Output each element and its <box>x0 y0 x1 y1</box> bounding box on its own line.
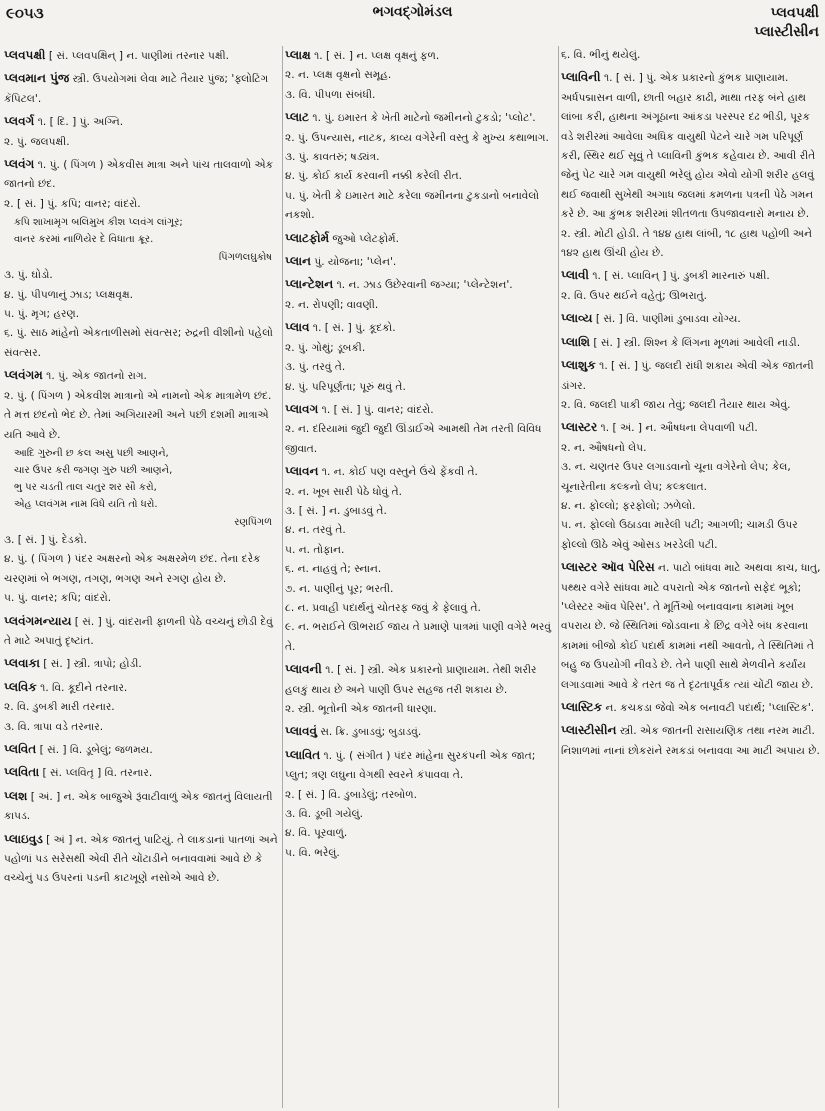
sense-text: ૩. ન. ચણતર ઉપર લગાડવાનો ચૂના વગેરેનો લેપ; કેલ, ચૂનારેતીના કલ્કનો લેપ; કલ્કલાત. <box>561 461 791 493</box>
sense-text: ૪. પું. કોઈ કાર્ય કરવાની નક્કી કરેલી રીત. <box>285 170 463 183</box>
entry-sense <box>4 763 278 783</box>
verse-line: ભુ પર ચડતી તાલ ચતુર શર સૌ કરો, <box>14 481 157 493</box>
entry-sense <box>561 309 825 329</box>
entry-sense <box>285 420 557 459</box>
sense-text: [ સં. ] વિ. પાણીમાં ડુબાડવા યોગ્ય. <box>595 313 741 326</box>
entry-sense: ૩. [ સં. ] પું. દેડકો. <box>4 533 87 546</box>
dictionary-entry <box>4 69 278 109</box>
dictionary-entry <box>561 68 825 263</box>
entry-sense <box>561 721 825 761</box>
sense-text: ન. પાટો બાંધવા માટે અથવા કાચ, ધાતુ, પથ્થર વગેરે સાંધવા માટે વપરાતો એક જાતનો સફેદ ભૂકો; 'પ્લેસ્ટર ઑવ પેરિસ'. તે મૂર્તિઓ બનાવવાના કામમાં ખૂબ વપરાય છે. જે સ્થિતિમાં જોડવાના કે છિદ્ર વગેરે બંધ કરવાના કામમાં બીજો કોઈ પદાર્થ કામમાં નથી આવતો, તે સ્થિતિમાં તે બહુ જ ઉપયોગી નીવડે છે. તેને પાણી સાથે મેળવીને કર્યાંય લગાડવામાં આવે કે તરત જ તે દૃઢતાપૂર્વક ત્યાં ચોંટી જાય છે. <box>561 562 821 691</box>
headword: પ્લવિક <box>4 679 37 694</box>
entry-sense <box>561 266 825 286</box>
dictionary-entry <box>4 366 278 608</box>
headword: પ્લાવ <box>285 320 310 335</box>
entry-sense <box>285 844 557 863</box>
entry-sense <box>285 229 557 249</box>
headword: પ્લાસ્ટર ઑવ પેરિસ <box>561 560 655 575</box>
entry-sense <box>561 497 825 516</box>
dictionary-entry <box>561 266 825 306</box>
entry-sense <box>285 400 557 420</box>
sense-text: ૩. [ સં. ] ન. ડુબાડવું તે. <box>285 504 387 517</box>
headword: પ્લાવગ <box>285 401 319 416</box>
headword: પ્લાશુક <box>561 358 596 373</box>
verse-line: ચાર ઉપર કરી જગણ ગુરુ પછી આણને, <box>14 464 173 476</box>
sense-text: [ સં. ] સ્ત્રી. શિશ્ન કે લિંગના મૂળમાં આવેલી નાડી. <box>593 336 801 349</box>
sense-text: ૫. પું. ખેતી કે ઇમારત માટે કરેલા જમીનના ટુકડાનો બનાવેલો નકશો. <box>285 189 540 222</box>
sense-text: ૨. સ્ત્રી. ભૂતોની એક જાતની ધારણા. <box>285 703 437 715</box>
entry-sense <box>4 387 278 445</box>
entry-sense <box>285 599 557 618</box>
dictionary-entry <box>285 252 557 272</box>
sense-text: ૨. ન. રોપણી; વાવણી. <box>285 298 379 311</box>
dictionary-entry <box>285 46 557 105</box>
sense-text: સ. ક્રિ. ડુબાડવું; બુડાડવું. <box>320 726 422 739</box>
headword: પ્લવમાન પુંજ <box>4 71 70 86</box>
entry-sense <box>285 660 557 700</box>
sense-text: ૨. પું. જલપક્ષી. <box>4 135 70 148</box>
sense-text: ૫. ન. તોફાન. <box>285 543 345 556</box>
entry-sense <box>285 339 557 358</box>
citation-source: પિંગળલઘુકોષ <box>218 252 272 264</box>
headword: પ્લાસ્ટિક <box>561 700 603 714</box>
sense-text: ૨. સ્ત્રી. મોટી હોડી. તે ૧૪૪ હાથ લાંબી, ૧૮ હાથ પહોળી અને ૧૪૨ હાથ ઊંચી હોય છે. <box>561 227 812 260</box>
sense-text: ૧. પું. એક જાતનો રાગ. <box>46 370 147 383</box>
sense-text: [ અં ] ન. એક જાતનું પાટિયું. તે લાકડાનાં પાતળાં અને પહોળાં પડ સરેસથી એવી રીતે ચોંટાડીને બનાવવામાં આવે છે કે વચ્ચેનું પડ ઉપરનાં પડની કાટખૂણે નસોએ આવે છે. <box>4 833 278 885</box>
sense-text: ૧. [ સં. ] પું. જલદી રાંધી શકાય એવી એક જાતની ડાંગર. <box>561 360 814 392</box>
entry-sense <box>285 824 557 843</box>
sense-text: ૪. વિ. પૂરવાળું. <box>285 827 348 840</box>
sense-text: ૨. ન. દરિયામાં જુદી જુદી ઊંડાઈએ આમથી તેમ તરતી વિવિધ જીવાત. <box>285 423 542 455</box>
sense-text: ન. કચકડા જેવો એક બનાવટી પદાર્થ; 'પ્લાસ્ટિક'. <box>605 702 815 714</box>
entry-sense <box>285 502 557 521</box>
entry-sense <box>561 287 825 306</box>
entry-sense <box>4 698 278 717</box>
sense-text: ૨. વિ. જલદી પાકી જાય તેવું; જલદી તૈયાર થાય એવું. <box>561 398 791 411</box>
entry-sense <box>4 133 278 152</box>
entry-sense <box>285 786 557 805</box>
dictionary-entry <box>561 356 825 415</box>
dictionary-entry <box>285 400 557 459</box>
entry-sense <box>4 112 278 132</box>
entry-sense <box>285 378 557 397</box>
dictionary-title: ભગવદ્ગોમંડલ <box>372 4 453 20</box>
entry-sense <box>4 654 278 674</box>
quoted-verse <box>14 214 278 248</box>
entry-sense: ૫. પું. મૃગ; હરણ. <box>4 308 80 321</box>
sense-text: ૧. [ અં. ] ન. ઔષધના લેપવાળી પટી. <box>600 422 758 435</box>
dictionary-columns <box>4 46 822 1108</box>
dictionary-entry <box>4 763 278 783</box>
entry-sense <box>4 787 278 827</box>
entry-sense <box>561 698 825 718</box>
sense-text: ૯. ન. ભરાઈને ઊભરાઈ જાય તે પ્રમાણે પાત્રમાં પાણી વગેરે ભરવું તે. <box>285 621 552 653</box>
entry-sense <box>561 333 825 353</box>
entry-sense <box>561 516 825 555</box>
column-2 <box>282 46 557 1108</box>
entry-sense <box>285 275 557 295</box>
verse-line: કપિ શાખામૃગ બલિમુખ કીશ પ્લવંગ લાંગૂર; <box>14 217 183 229</box>
sense-text: જુઓ પ્લેટફોર્મ. <box>332 232 399 245</box>
sense-text: ૧. [ સં. પ્લાવિન્ ] પું. ડુબકી મારનારું પક્ષી. <box>592 270 770 283</box>
dictionary-entry <box>561 698 825 718</box>
headword: પ્લવંગ <box>4 157 35 172</box>
sense-text: ૧. ન. કોઈ પણ વસ્તુને ઉંચે ફેંકવી તે. <box>321 466 478 479</box>
entry-sense <box>561 46 825 65</box>
dictionary-entry <box>285 108 557 225</box>
sense-text: ૧. પું. ( સંગીત ) પંદર માંહેના સુરકંપની એક જાત; પ્લુત; ત્રણ લઘુના વેગથી સ્વરને કંપાવવા તે. <box>285 749 536 782</box>
entry-sense <box>285 560 557 579</box>
guide-words <box>754 4 819 42</box>
dictionary-entry <box>4 46 278 66</box>
dictionary-entry <box>561 558 825 695</box>
sense-text: ૭. ન. પાણીનું પૂર; ભરતી. <box>285 582 394 595</box>
dictionary-entry <box>285 660 557 719</box>
entry-sense <box>285 148 557 167</box>
sense-text: ૬. ન. નાહવું તે; સ્નાન. <box>285 563 382 576</box>
entry-sense <box>285 462 557 482</box>
sense-text: ૧. [ સં. ] સ્ત્રી. એક પ્રકારનો પ્રાણાયામ. તેથી શરીર હલકું થાય છે અને પાણી ઉપર સહજ તરી શકાય છે. <box>285 664 537 696</box>
headword: પ્લાવની <box>285 662 322 677</box>
guide-word-last: પ્લાસ્ટીસીન <box>754 24 819 40</box>
entry-sense <box>4 69 278 109</box>
headword: પ્લાન્ટેશન <box>285 277 334 292</box>
sense-text: ૩. વિ. ડૂબી ગયેલું. <box>285 808 364 821</box>
headword: પ્લાટ <box>285 110 310 125</box>
sense-text: ૧. પું. ( પિંગળ ) એકવીસ માત્રા અને પાંચ તાલવાળો એક જાતનો છંદ. <box>4 159 274 191</box>
column-3 <box>558 46 825 1108</box>
sense-text: [ સં. પ્લવિતૃ ] વિ. તરનાર. <box>42 767 153 780</box>
entry-sense <box>4 678 278 698</box>
sense-text: ૫. વિ. ભરેલું. <box>285 846 340 859</box>
entry-sense <box>561 418 825 438</box>
entry-sense <box>4 155 278 195</box>
headword: પ્લવંગમન્યાય <box>4 613 72 628</box>
entry-sense <box>285 618 557 657</box>
sense-text: [ અં. ] ન. એક બાજુએ રૂંવાટીવાળું એક જાતનું વિલાયતી કાપડ. <box>4 790 273 823</box>
dictionary-entry <box>285 462 557 657</box>
entry-sense <box>561 356 825 396</box>
headword: પ્લાન <box>285 254 311 269</box>
dictionary-entry <box>4 787 278 827</box>
headword: પ્લવિતા <box>4 765 40 780</box>
entry-sense <box>285 296 557 315</box>
dictionary-entry <box>4 155 278 363</box>
entry-sense <box>285 46 557 66</box>
quoted-verse <box>14 445 278 513</box>
sense-text: ૨. વિ. ઉપર થઈને વહેતું; ઊભરાતું. <box>561 289 707 302</box>
sense-text: [ સં. ] પું. વાંદરાની ફાળની પેઠે વચ્ચનું છોડી દેવું તે માટે અપાતું દૃષ્ટાંત. <box>4 615 273 647</box>
sense-text: ૧. [ સં. ] ન. પ્લક્ષ વૃક્ષનું ફળ. <box>314 50 440 62</box>
headword: પ્લાવિની <box>561 70 601 85</box>
sense-text: ૨. ન. પ્લક્ષ વૃક્ષનો સમૂહ. <box>285 69 392 82</box>
sense-text: ૧. [ દિ. ] પું. અગ્નિ. <box>37 116 124 129</box>
sense-text: ૨. વિ. ડુબકી મારી તરનાર. <box>4 701 115 714</box>
sense-text: ૮. ન. પ્રવાહી પદાર્થનું ચોતરફ જવું કે ફેલાવું તે. <box>285 601 481 614</box>
headword: પ્લાવ્ય <box>561 311 593 326</box>
sense-text: ૨. [ સં. ] વિ. ડુબાડેલું; તરબોળ. <box>285 788 417 801</box>
entry-sense <box>285 521 557 540</box>
sense-text: ૨. ન. ઔષધનો લેપ. <box>561 441 647 454</box>
headword: પ્લાટફોર્મ <box>285 230 330 245</box>
sense-text: ૧. [ સં. ] પું. વાનર; વાંદરો. <box>321 403 434 416</box>
sense-text: ૪. પું. પરિપૂર્ણતા; પૂરું થવું તે. <box>285 380 406 393</box>
entry-sense <box>285 722 557 742</box>
sense-text: ૨. [ સં. ] પું. કપિ; વાનર; વાંદરો. <box>4 197 141 210</box>
column-1 <box>4 46 278 1108</box>
entry-sense <box>285 358 557 377</box>
sense-text: ૧. ન. ઝાડ ઉછેરવાની જગ્યા; 'પ્લેન્ટેશન'. <box>336 279 513 292</box>
entry-sense <box>285 746 557 786</box>
sense-text: ૨. ન. ખૂબ સારી પેઠે ધોવું તે. <box>285 485 402 498</box>
entry-sense <box>4 195 278 214</box>
entry-sense <box>561 558 825 695</box>
headword: પ્લવર્ગ <box>4 114 35 129</box>
sense-text: ૧. [ સં. ] પું. કૂદકો. <box>312 322 396 335</box>
entry-sense <box>4 612 278 652</box>
sense-text: [ સં. પ્લવપક્ષિન્ ] ન. પાણીમાં તરનાર પક્ષી. <box>48 50 230 62</box>
headword: પ્લાવન <box>285 464 319 479</box>
sense-text: [ સં. ] સ્ત્રી. ત્રાપો; હોડી. <box>43 658 142 671</box>
entry-sense <box>285 66 557 85</box>
dictionary-entry <box>4 678 278 737</box>
sense-text: ૬. વિ. ભીનું થયેલું. <box>561 49 641 61</box>
page-header <box>6 4 819 44</box>
entry-sense <box>285 108 557 128</box>
dictionary-entry <box>285 229 557 249</box>
dictionary-entry <box>285 722 557 742</box>
entry-sense: ૪. પું. પીપળાનું ઝાડ; પ્લક્ષવૃક્ષ. <box>4 288 134 301</box>
entry-sense: ૬. પું. સાઠ માંહેનો એકતાળીસમો સંવત્સર; રુદ્રની વીશીનો પહેલો સંવત્સર. <box>4 327 273 359</box>
dictionary-entry <box>4 830 278 889</box>
entry-sense <box>285 541 557 560</box>
headword: પ્લવાકા <box>4 656 40 671</box>
dictionary-entry <box>561 309 825 329</box>
entry-sense <box>4 830 278 889</box>
entry-sense <box>285 129 557 148</box>
dictionary-entry <box>285 275 557 315</box>
sense-text: ૨. પું. ઉપન્યાસ, નાટક, કાવ્ય વગેરેની વસ્તુ કે મુખ્ય કથાભાગ. <box>285 131 549 144</box>
entry-sense <box>561 439 825 458</box>
headword: પ્લવપક્ષી <box>4 48 46 62</box>
sense-text: ૨. પું. ( પિંગળ ) એકવીશ માત્રાનો એ નામનો એક માત્રામેળ છંદ. તે મત્ત છંદનો ભેદ છે. તેમાં અગિયારમી અને પછી દશમી માત્રાએ યતિ આવે છે. <box>4 389 272 441</box>
headword: પ્લાક્ષ <box>285 48 311 62</box>
dictionary-entry <box>561 46 825 65</box>
entry-sense <box>561 458 825 497</box>
entry-sense <box>561 68 825 224</box>
entry-sense <box>285 252 557 272</box>
sense-text: ૧. [ સં. ] પું. એક પ્રકારનો કુંભક પ્રાણાયામ. અર્ધપદ્માસન વાળી, છાતી બહાર કાઢી, માથા તરફ બંને હાથ લાંબા કરી, હાથના અંગૂઠાના આંકડા પરસ્પર દઢ ભીડી, પૂરક વડે શરીરમાં આવેલા અધિક વાયુથી પેટને ચારે ગમ પરિપૂર્ણ કરી, સ્થિર થઈ સૂવું તે પ્લાવિની કુંભક કહેવાય છે. આવી રીતે જેનું પેટ ચારે ગમ વાયુથી ભરેલું હોય એવો યોગી શરીર હલવું થઈ જવાથી સુખેથી અગાધ જલમાં કમળના પત્રની પેઠે ગમન કરે છે. આ કુંભક શરીરમાં શીતળતા ઉપજાવનારો મનાય છે. <box>561 72 816 221</box>
headword: પ્લશ <box>4 788 28 803</box>
sense-text: સ્ત્રી. એક જાતની રાસાયણિક તથા નરમ માટી. નિશાળમાં નાનાં છોકરાંને રમકડાં બનાવવા આ માટી અપાય છે. <box>561 725 820 757</box>
citation-source: રણપિંગળ <box>234 516 272 528</box>
dictionary-entry <box>4 740 278 760</box>
sense-text: ૧. વિ. કૂદીને તરનાર. <box>40 681 128 694</box>
verse-line: વાનર કરમાં નાળિયેર દે વિધાતા ક્રૂર. <box>14 234 154 246</box>
sense-text: ૩. વિ. પીપળા સંબંધી. <box>285 88 376 101</box>
entry-sense <box>561 225 825 264</box>
headword: પ્લાસ્ટર <box>561 420 598 435</box>
entry-sense <box>285 805 557 824</box>
sense-text: ૧. પું. ઇમારત કે ખેતી માટેનો જમીનનો ટુકડો; 'પ્લોટ'. <box>312 112 536 125</box>
dictionary-entry <box>285 318 557 397</box>
entry-sense: ૫. પું. વાનર; કપિ; વાંદરો. <box>4 592 112 605</box>
sense-text: ૨. પું. ગોથું; ડૂબકી. <box>285 341 366 354</box>
entry-sense <box>285 167 557 186</box>
headword: પ્લાઇવુડ <box>4 831 43 846</box>
entry-sense <box>285 580 557 599</box>
page-number: ૯૦૫૩ <box>6 4 44 22</box>
headword: પ્લાવવું <box>285 724 317 739</box>
verse-line: આદિ ગુરુની છ કલ અસુ પછી આણને, <box>14 447 169 459</box>
dictionary-entry <box>561 333 825 353</box>
dictionary-entry <box>285 746 557 863</box>
entry-sense <box>285 483 557 502</box>
entry-sense <box>561 396 825 415</box>
verse-line: એહ પ્લવંગમ નામ વિધે યતિ તો ધરો. <box>14 498 158 510</box>
dictionary-entry <box>561 418 825 555</box>
sense-text: ૪. ન. ફોલ્લો; ફરફોલો; ઝળેલો. <box>561 499 696 512</box>
sense-text: સ્ત્રી. ઉપયોગમાં લેવા માટે તૈયાર પુંજ; 'ફ્લોટિંગ કૅપિટલ'. <box>4 73 269 105</box>
headword: પ્લવંગમ <box>4 368 43 383</box>
entry-sense <box>285 700 557 719</box>
entry-sense <box>4 366 278 386</box>
sense-text: ૫. ન. ફોલ્લો ઉઠાડવા મારેલી પટી; આગળી; ચામડી ઉપર ફોલ્લો ઊઠે એવું ઓસડ ખરડેલી પટી. <box>561 519 798 551</box>
headword: પ્લાવિત <box>285 747 321 762</box>
sense-text: ૪. ન. તરવું તે. <box>285 524 346 537</box>
entry-sense: ૩. પું. ઘોડો. <box>4 269 53 282</box>
dictionary-entry <box>4 112 278 152</box>
headword: પ્લવિત <box>4 741 37 756</box>
entry-sense <box>285 187 557 226</box>
sense-text: ૩. પું. કાવતરું; ષડ્યંત્ર. <box>285 151 380 164</box>
sense-text: ૩. પું. તરવું તે. <box>285 361 346 374</box>
headword: પ્લાશિ <box>561 334 590 349</box>
headword: પ્લાવી <box>561 268 589 283</box>
sense-text: પું. યોજના; 'પ્લેન'. <box>314 256 397 269</box>
sense-text: ૩. વિ. ત્રાપા વડે તરનાર. <box>4 720 104 733</box>
dictionary-entry <box>4 612 278 652</box>
entry-sense <box>4 718 278 737</box>
guide-word-first: પ્લવપક્ષી <box>770 5 819 21</box>
sense-text: [ સં. ] વિ. ડૂબેલું; જળમય. <box>39 743 153 756</box>
headword: પ્લાસ્ટીસીન <box>561 723 617 738</box>
entry-sense <box>4 46 278 66</box>
entry-sense: ૪. પું. ( પિંગળ ) પંદર અક્ષરનો એક અક્ષરમેળ છંદ. તેના દરેક ચરણમાં બે ભગણ, તગણ, ભગણ અને રગણ હોય છે. <box>4 553 261 585</box>
entry-sense <box>285 86 557 105</box>
dictionary-entry <box>4 654 278 674</box>
entry-sense <box>285 318 557 338</box>
entry-sense <box>4 740 278 760</box>
dictionary-entry <box>561 721 825 761</box>
